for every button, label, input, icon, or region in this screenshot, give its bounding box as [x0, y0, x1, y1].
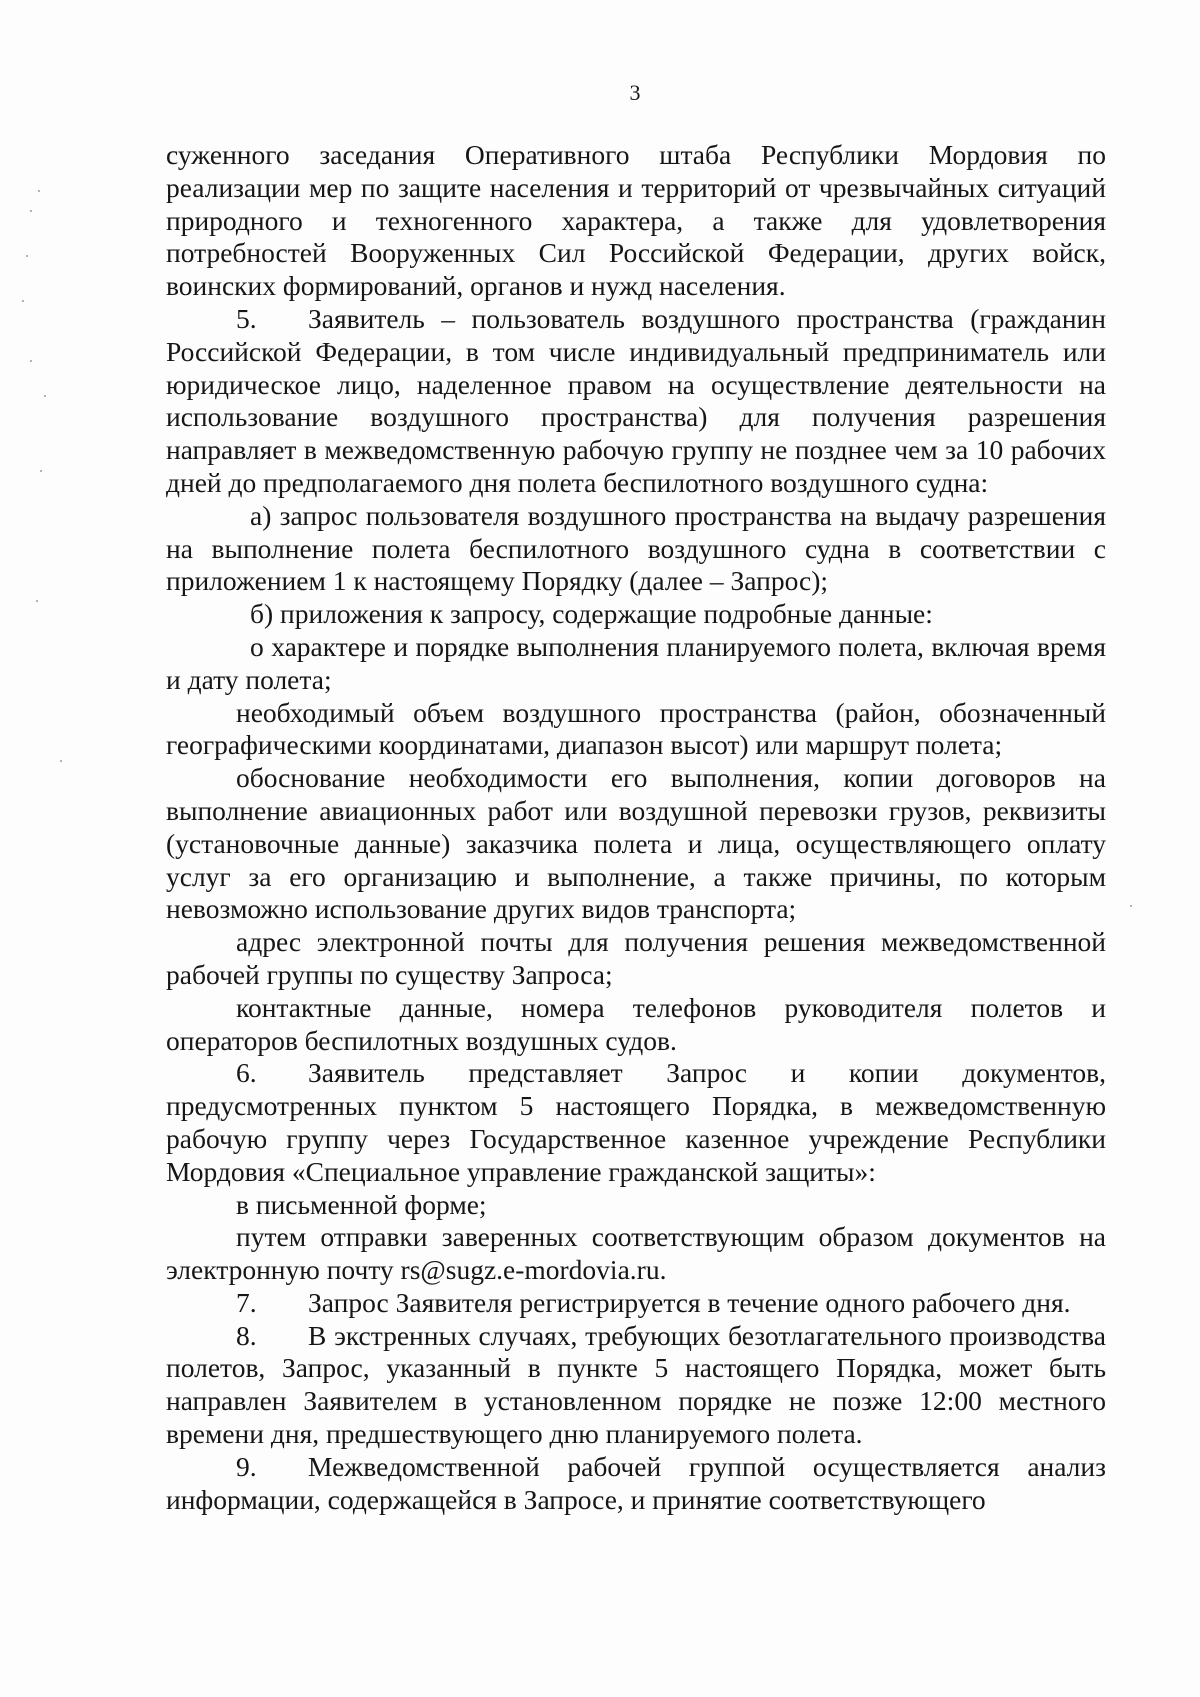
scan-speck	[26, 255, 28, 257]
paragraph-detail: обоснование необходимости его выполнения, копии договоров на выполнение авиационных работ или воздушной перевозки грузов, реквизиты (установочные данные) заказчика полета и лица, осуществляющего оплату услуг за его организацию и выполнение, а также причины, по которым невозможно использование других видов транспорта;	[166, 762, 1106, 925]
paragraph-item-6: 6. Заявитель представляет Запрос и копии документов, предусмотренных пунктом 5 настоящего Порядка, в межведомственную рабочую группу через Государственное казенное учреждение Республики Мордовия «Специальное управление гражданской защиты»:	[166, 1057, 1106, 1187]
paragraph-subitem-b: б) приложения к запросу, содержащие подробные данные:	[250, 598, 933, 630]
paragraph-item-7: 7. Запрос Заявителя регистрируется в течение одного рабочего дня.	[236, 1286, 1071, 1318]
item-number: 5.	[236, 302, 257, 334]
page-number: 3	[629, 80, 641, 105]
paragraph-detail: в письменной форме;	[236, 1188, 487, 1220]
paragraph-detail: адрес электронной почты для получения решения межведомственной рабочей группы по существу Запроса;	[166, 926, 1106, 990]
scan-speck	[30, 210, 32, 212]
scan-speck	[60, 760, 62, 762]
paragraph-detail: контактные данные, номера телефонов руководителя полетов и операторов беспилотных воздушных судов.	[166, 991, 1106, 1056]
paragraph-item-8: 8. В экстренных случаях, требующих безотлагательного производства полетов, Запрос, указанный в пункте 5 настоящего Порядка, может быть направлен Заявителем в установленном порядке не позже 12:00 местного времени дня, предшествующего дню планируемого полета.	[166, 1319, 1106, 1450]
paragraph-item-9: 9. Межведомственной рабочей группой осуществляется анализ информации, содержащейся в Запросе, и принятие соответствующего	[166, 1450, 1106, 1515]
paragraph-item-5: 5. Заявитель – пользователь воздушного пространства (гражданин Российской Федерации, в том числе индивидуальный предприниматель или юридическое лицо, наделенное правом на осуществление деятельности на использование воздушного пространства) для получения разрешения направляет в межведомственную рабочую группу не позднее чем за 10 рабочих дней до предполагаемого дня полета беспилотного воздушного судна:	[166, 302, 1106, 498]
paragraph-detail: необходимый объем воздушного пространства (район, обозначенный географическими координатами, диапазон высот) или маршрут полета;	[166, 696, 1106, 761]
document-body	[166, 139, 1106, 1516]
item-number: 7.	[236, 1286, 257, 1318]
scan-speck	[40, 470, 42, 472]
scan-speck	[30, 360, 32, 362]
scan-speck	[44, 395, 46, 397]
paragraph-continuation: суженного заседания Оперативного штаба Республики Мордовия по реализации мер по защите населения и территорий от чрезвычайных ситуаций природного и техногенного характера, а также для удовлетворения потребностей Вооруженных Сил Российской Федерации, других войск, воинских формирований, органов и нужд населения.	[166, 139, 1106, 302]
scan-speck	[1130, 905, 1132, 907]
item-number: 9.	[236, 1450, 257, 1482]
paragraph-detail: о характере и порядке выполнения планируемого полета, включая время и дату полета;	[166, 630, 1106, 695]
paragraph-subitem-a: а) запрос пользователя воздушного пространства на выдачу разрешения на выполнение полета беспилотного воздушного судна в соответствии с приложением 1 к настоящему Порядку (далее – Запрос);	[166, 499, 1106, 597]
scan-speck	[36, 600, 38, 602]
item-number: 8.	[236, 1319, 257, 1351]
scan-speck	[38, 190, 40, 192]
item-number: 6.	[236, 1057, 257, 1089]
scan-speck	[22, 300, 24, 302]
paragraph-detail: путем отправки заверенных соответствующим образом документов на электронную почту rs@sugz.e-mordovia.ru.	[166, 1221, 1106, 1286]
